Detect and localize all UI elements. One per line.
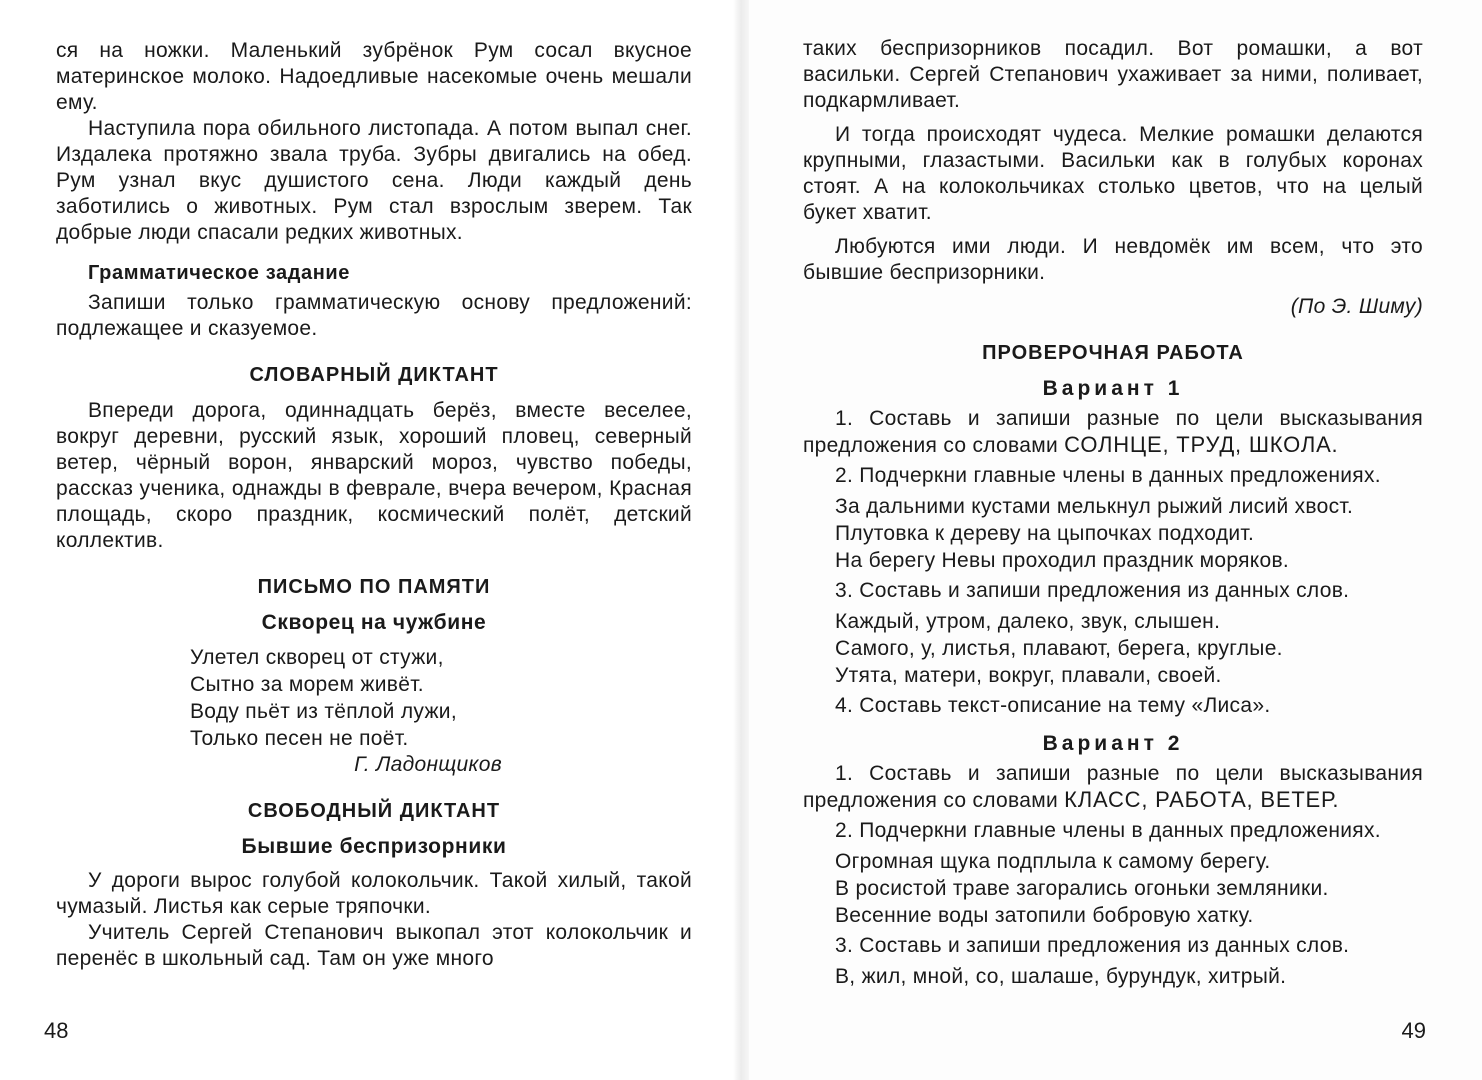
- poem-line: Сытно за морем живёт.: [190, 673, 424, 696]
- sentence: Огромная щука подплыла к самому берегу.: [835, 850, 1271, 873]
- variant-2-task-3-sentences: [835, 963, 1423, 990]
- variant-1-task-1: [803, 406, 1423, 459]
- story-title: Бывшие беспризорники: [241, 835, 507, 858]
- sentence: Каждый, утром, далеко, звук, слышен.: [835, 610, 1221, 633]
- variant-2-task-2: 2. Подчеркни главные члены в данных предложениях.: [835, 819, 1381, 842]
- right-column: [803, 36, 1423, 990]
- grammar-task-text: Запиши только грамматическую основу предложений: подлежащее и сказуемое.: [56, 291, 692, 340]
- sentence: В росистой траве загорались огоньки земляники.: [835, 877, 1329, 900]
- memory-writing-title: ПИСЬМО ПО ПАМЯТИ: [257, 576, 491, 598]
- task-words: СОЛНЦЕ, ТРУД, ШКОЛА.: [1064, 432, 1339, 457]
- sentence: Весенние воды затопили бобровую хатку.: [835, 904, 1254, 927]
- book-gutter: [733, 0, 749, 1080]
- variant-2-title: Вариант 2: [1042, 732, 1184, 755]
- variant-1-title: Вариант 1: [1042, 377, 1184, 400]
- story-paragraph: Любуются ими люди. И невдомёк им всем, что это бывшие беспризорники.: [803, 235, 1423, 284]
- poem-author: Г. Ладонщиков: [354, 753, 502, 776]
- poem-line: Улетел скворец от стужи,: [190, 646, 444, 669]
- story-paragraph: ся на ножки. Маленький зубрёнок Рум сосал вкусное материнское молоко. Надоедливые насекомые очень мешали ему.: [56, 39, 692, 114]
- variant-1-task-4: 4. Составь текст-описание на тему «Лиса».: [835, 694, 1271, 717]
- sentence: За дальними кустами мелькнул рыжий лисий хвост.: [835, 495, 1354, 518]
- variant-2-task-1: [803, 761, 1423, 814]
- variant-1-task-2-sentences: [835, 493, 1423, 574]
- task-text: 1. Составь и запиши разные по цели высказывания предложения со словами: [803, 762, 1423, 812]
- variant-2-task-2-sentences: [835, 848, 1423, 929]
- test-title: ПРОВЕРОЧНАЯ РАБОТА: [982, 342, 1244, 364]
- variant-1-task-3-sentences: [835, 608, 1423, 689]
- story-paragraph: Наступила пора обильного листопада. А потом выпал снег. Издалека протяжно звала труба. Зубры двигались на обед. Рум узнал вкус душистого сена. Люди каждый день заботились о животных. Рум стал взрослым зверем. Так добрые люди спасали редких животных.: [56, 117, 692, 244]
- page-number: 48: [44, 1018, 69, 1043]
- poem-title: Скворец на чужбине: [261, 611, 487, 634]
- story-paragraph: И тогда происходят чудеса. Мелкие ромашки делаются крупными, глазастыми. Васильки как в голубых коронах стоят. А на колокольчиках столько цветов, что на целый букет хватит.: [803, 123, 1423, 224]
- variant-1-task-3: 3. Составь и запиши предложения из данных слов.: [835, 579, 1350, 602]
- story-attribution: (По Э. Шиму): [1290, 295, 1423, 318]
- variant-2-task-3: 3. Составь и запиши предложения из данных слов.: [835, 934, 1350, 957]
- left-column: [56, 38, 692, 972]
- variant-1-task-2: 2. Подчеркни главные члены в данных предложениях.: [835, 464, 1381, 487]
- poem-line: Воду пьёт из тёплой лужи,: [190, 700, 457, 723]
- task-words: КЛАСС, РАБОТА, ВЕТЕР.: [1064, 787, 1340, 812]
- story-paragraph: таких беспризорников посадил. Вот ромашки, а вот васильки. Сергей Степанович ухаживает за ними, поливает, подкармливает.: [803, 37, 1423, 112]
- sentence: Самого, у, листья, плавают, берега, круглые.: [835, 637, 1283, 660]
- poem: [190, 644, 692, 752]
- story-paragraph: Учитель Сергей Степанович выкопал этот колокольчик и перенёс в школьный сад. Там он уже много: [56, 921, 692, 970]
- page-number: 49: [1401, 1018, 1426, 1043]
- task-text: 1. Составь и запиши разные по цели высказывания предложения со словами: [803, 407, 1423, 457]
- sentence: Плутовка к дереву на цыпочках подходит.: [835, 522, 1255, 545]
- right-page: [741, 0, 1482, 1080]
- free-dictation-title: СВОБОДНЫЙ ДИКТАНТ: [247, 800, 501, 822]
- poem-line: Только песен не поёт.: [190, 727, 409, 750]
- dictation-title: СЛОВАРНЫЙ ДИКТАНТ: [249, 364, 499, 386]
- grammar-task-title: Грамматическое задание: [88, 262, 351, 284]
- sentence: Утята, матери, вокруг, плавали, своей.: [835, 664, 1222, 687]
- sentence: На берегу Невы проходил праздник моряков.: [835, 549, 1290, 572]
- dictation-text: Впереди дорога, одиннадцать берёз, вместе веселее, вокруг деревни, русский язык, хороший пловец, северный ветер, чёрный ворон, январский мороз, чувство победы, рассказ ученика, однажды в феврале, вчера вечером, Красная площадь, скоро праздник, космический полёт, детский коллектив.: [56, 399, 692, 552]
- story-paragraph: У дороги вырос голубой колокольчик. Такой хилый, такой чумазый. Листья как серые тряпочки.: [56, 869, 692, 918]
- sentence: В, жил, мной, со, шалаше, бурундук, хитрый.: [835, 965, 1287, 988]
